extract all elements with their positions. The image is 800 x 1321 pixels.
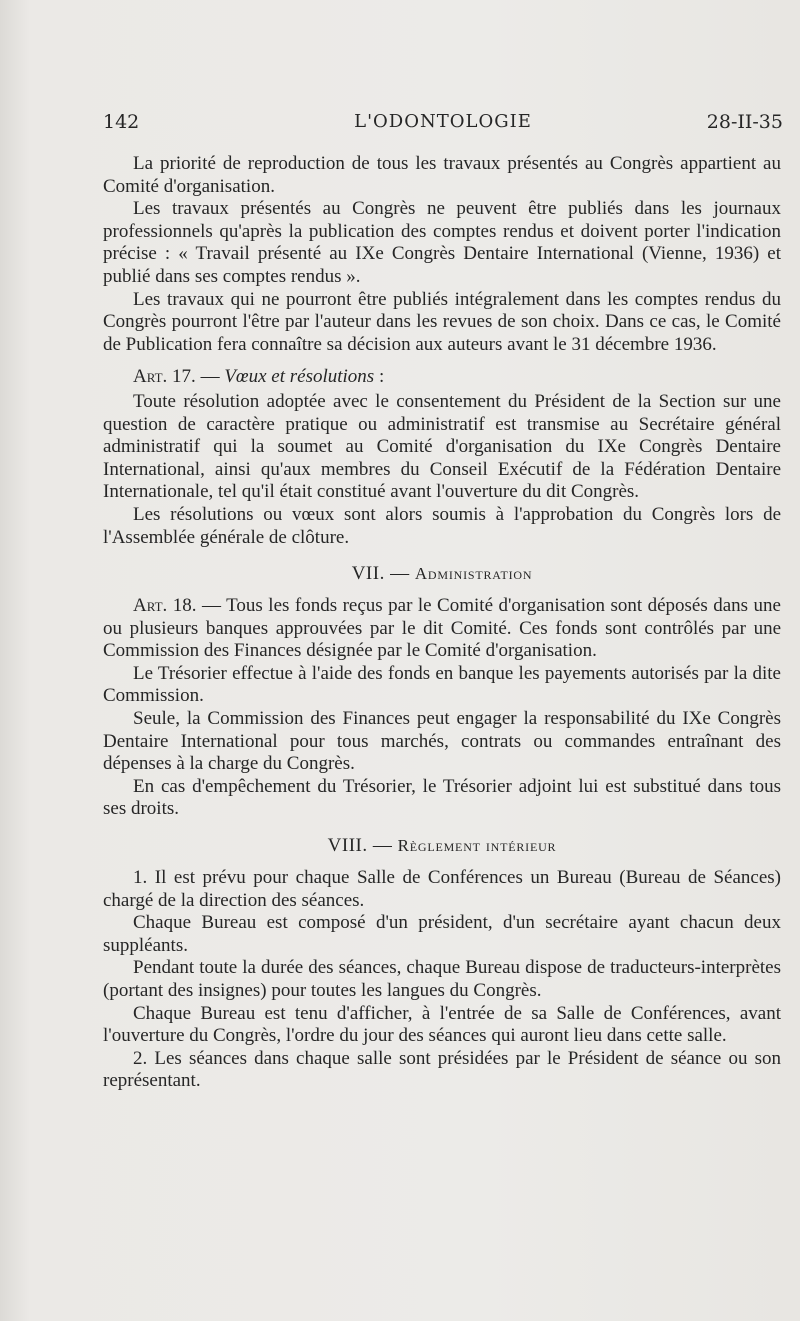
paragraph: Seule, la Commission des Finances peut engager la responsabilité du IXe Congrès Dentaire International pour tous marchés, contrats ou commandes entraînant des dépenses à la charge du Congrès. xyxy=(103,708,781,775)
paragraph: La priorité de reproduction de tous les travaux présentés au Congrès appartient au Comité d'organisation. xyxy=(103,153,781,197)
paragraph: Le Trésorier effectue à l'aide des fonds en banque les payements autorisés par la dite Commission. xyxy=(103,662,781,707)
article-text: — Tous les fonds reçus par le Comité d'organisation sont déposés dans une ou plusieurs banques approuvées par le dit Comité. Ces fonds sont contrôlés par une Commission des Finances désignée par le Comité d'organisation. xyxy=(103,595,781,662)
article-label: Art. 17. xyxy=(133,366,196,388)
article-label: Art. 18. xyxy=(133,595,197,617)
paragraph: Pendant toute la durée des séances, chaque Bureau dispose de traducteurs-interprètes (portant des insignes) pour toutes les langues du Congrès. xyxy=(103,957,781,1001)
article-title: Vœux et résolutions xyxy=(224,366,375,388)
section-heading-viii xyxy=(103,835,781,857)
page-body xyxy=(103,153,781,1093)
paragraph: Les travaux qui ne pourront être publiés intégralement dans les comptes rendus du Congrès pourront l'être par l'auteur dans les revues de son choix. Dans ce cas, le Comité de Publication fera connaître sa décision aux auteurs avant le 31 décembre 1936. xyxy=(103,288,781,355)
paragraph: Toute résolution adoptée avec le consentement du Président de la Section sur une question de caractère pratique ou administratif est transmise au Secrétaire général administratif qui la soumet au Comité d'organisation du IXe Congrès Dentaire International, ainsi qu'aux membres du Conseil Exécutif de la Fédération Dentaire Internationale, tel qu'il était constitué avant l'ouverture du dit Congrès. xyxy=(103,390,781,503)
section-title: Règlement intérieur xyxy=(397,836,557,856)
paragraph: Les résolutions ou vœux sont alors soumis à l'approbation du Congrès lors de l'Assemblée générale de clôture. xyxy=(103,503,781,548)
section-heading-vii xyxy=(103,563,781,585)
paragraph: 2. Les séances dans chaque salle sont présidées par le Président de séance ou son représentant. xyxy=(103,1047,781,1092)
paragraph: Chaque Bureau est composé d'un président, d'un secrétaire ayant chacun deux suppléants. xyxy=(103,912,781,956)
running-title: L'ODONTOLOGIE xyxy=(354,111,532,132)
section-title: Administration xyxy=(414,564,533,584)
section-number: VII. — xyxy=(351,563,415,585)
section-number: VIII. — xyxy=(327,835,398,857)
article-18-paragraph xyxy=(103,595,781,663)
paragraph: En cas d'empêchement du Trésorier, le Trésorier adjoint lui est substitué dans tous ses droits. xyxy=(103,775,781,820)
page-header xyxy=(103,108,783,136)
paragraph: Les travaux présentés au Congrès ne peuvent être publiés dans les journaux professionnels qu'après la publication des comptes rendus et doivent porter l'indication précise : « Travail présenté au IXe Congrès Dentaire International (Vienne, 1936) et publié dans ses comptes rendus ». xyxy=(103,198,781,287)
article-dash: — xyxy=(195,366,225,388)
article-17-heading xyxy=(103,366,781,389)
issue-date: 28-II-35 xyxy=(706,111,783,133)
paragraph: Chaque Bureau est tenu d'afficher, à l'entrée de sa Salle de Conférences, avant l'ouverture du Congrès, l'ordre du jour des séances qui auront lieu dans cette salle. xyxy=(103,1002,781,1047)
page-number: 142 xyxy=(103,111,140,133)
article-colon: : xyxy=(374,366,385,388)
paragraph: 1. Il est prévu pour chaque Salle de Conférences un Bureau (Bureau de Séances) chargé de la direction des séances. xyxy=(103,867,781,911)
